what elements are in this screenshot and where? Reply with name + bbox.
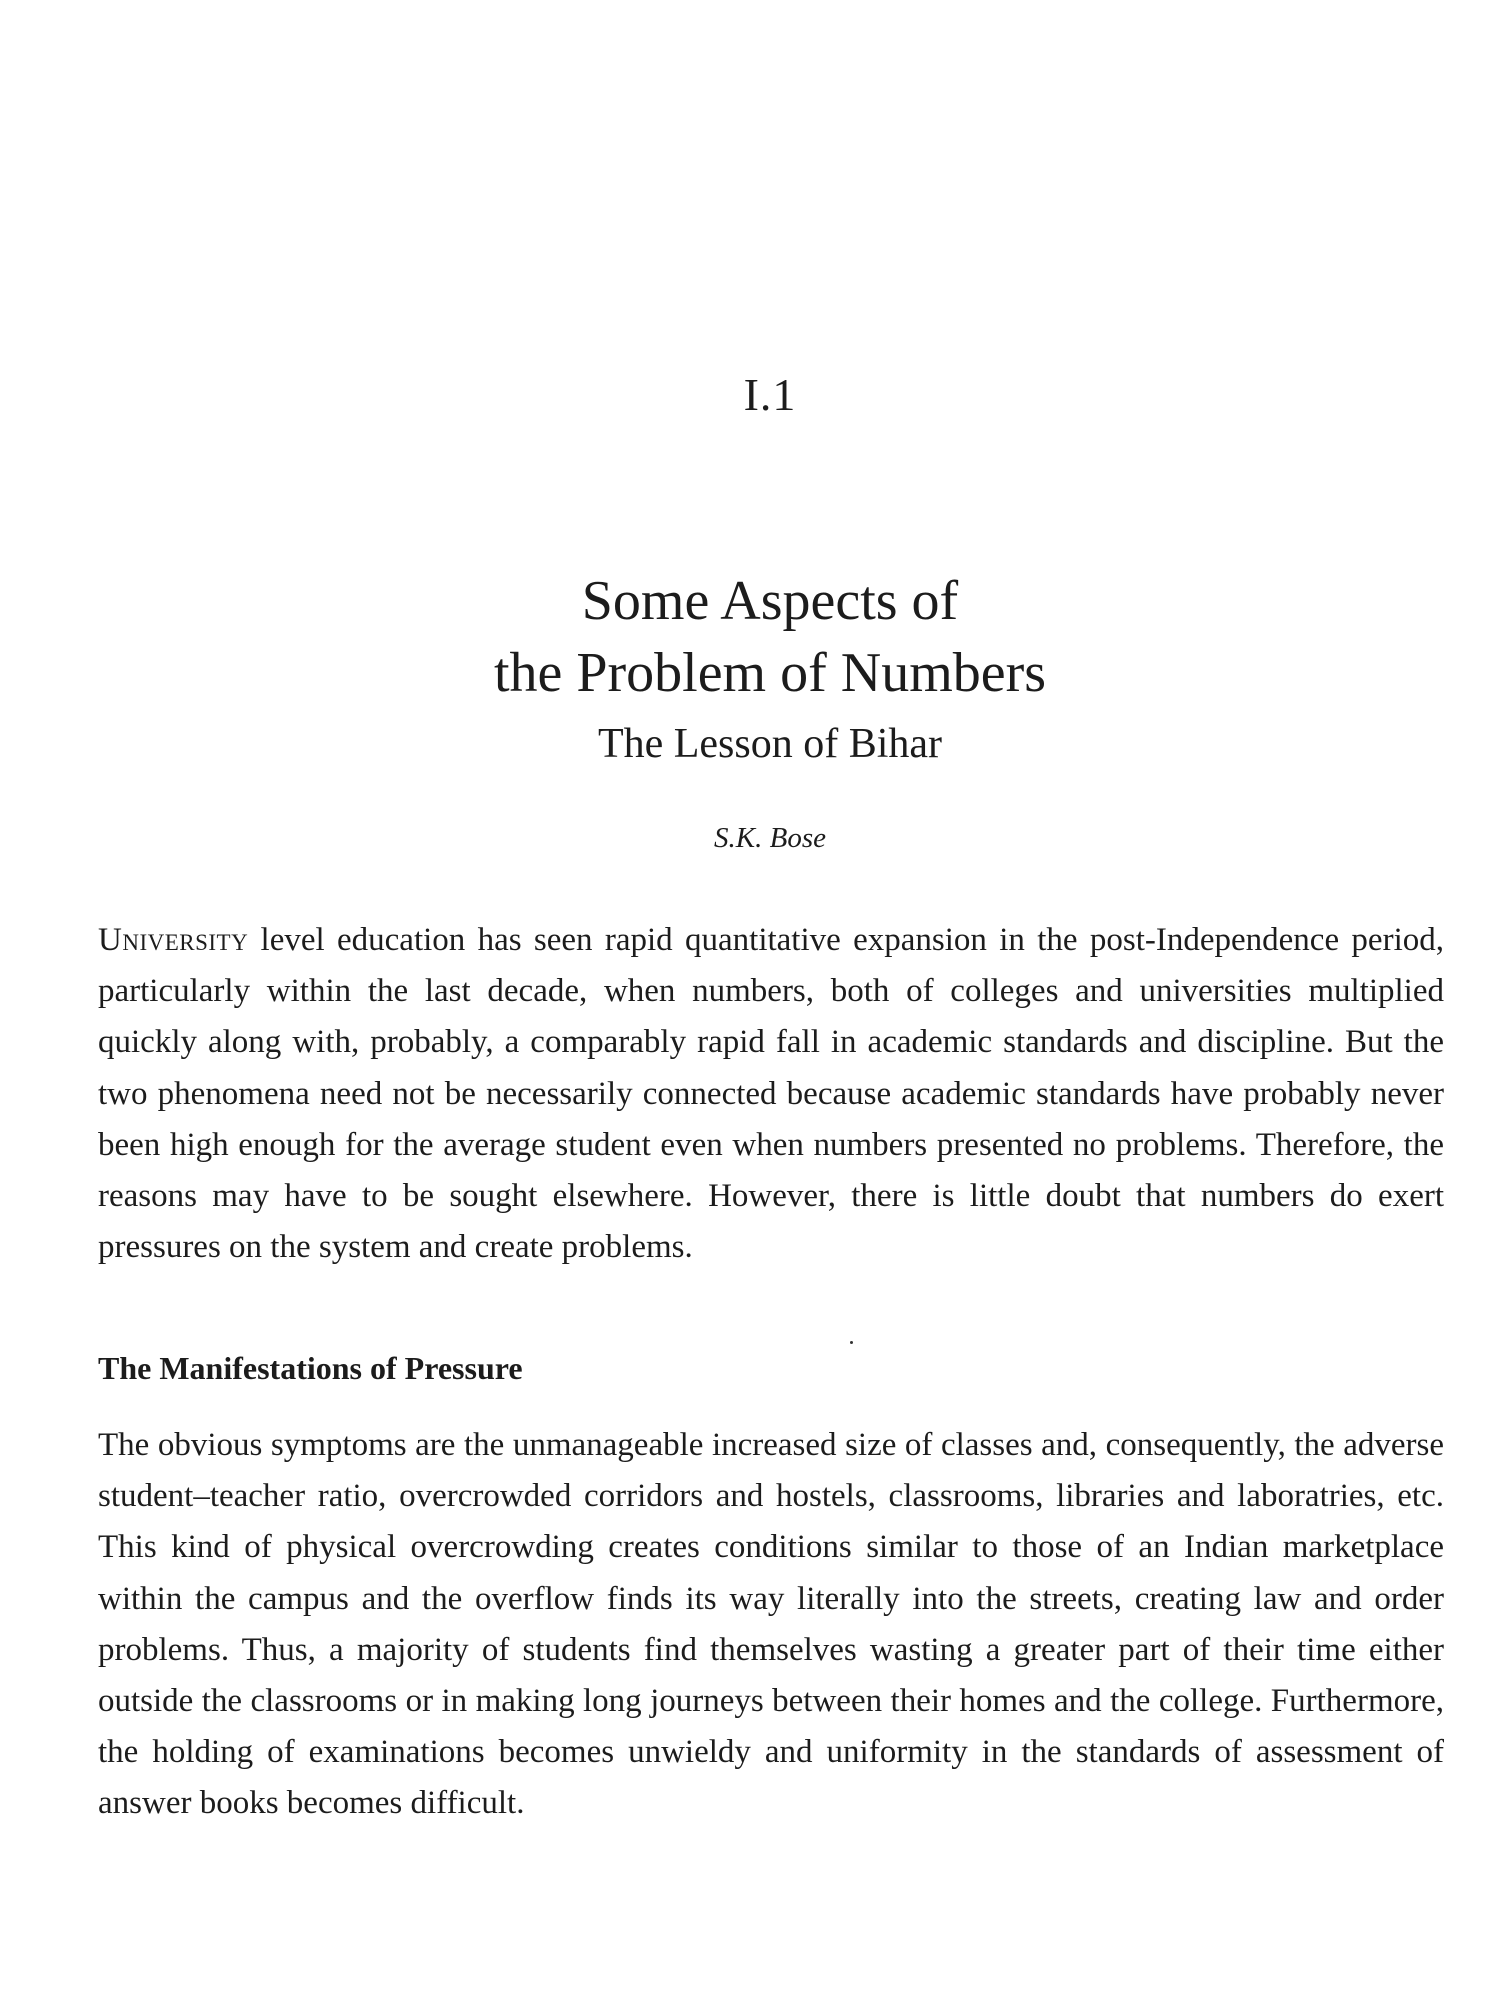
- intro-paragraph-text: level education has seen rapid quantitative expansion in the post-Independence period, particularly within the last decade, when numbers, both of colleges and universities multiplied quickly along with, probably, a comparably rapid fall in academic standards and discipline. But the two phenomena need not be necessarily connected because academic standards have probably never been high enough for the average student even when numbers presented no problems. Therefore, the reasons may have to be sought elsewhere. However, there is little doubt that numbers do exert pressures on the system and create problems.: [98, 922, 1444, 1266]
- intro-paragraph: [98, 915, 1444, 1273]
- section-heading: The Manifestations of Pressure: [98, 1350, 523, 1386]
- subtitle: The Lesson of Bihar: [597, 721, 943, 767]
- title-block: [0, 565, 1500, 775]
- title-line-2: the Problem of Numbers: [493, 642, 1047, 704]
- intro-lead-word: University: [98, 922, 249, 958]
- chapter-number: I.1: [743, 369, 797, 420]
- stray-dot-mark: [850, 1341, 853, 1344]
- author-name: S.K. Bose: [714, 822, 826, 854]
- title-line-1: Some Aspects of: [581, 570, 959, 632]
- section-paragraph: The obvious symptoms are the unmanageable increased size of classes and, consequently, the adverse student–teacher ratio, overcrowded corridors and hostels, classrooms, libraries and laboratries, etc. This kind of physical overcrowding creates conditions similar to those of an Indian marketplace within the campus and the overflow finds its way literally into the streets, creating law and order problems. Thus, a majority of students find themselves wasting a greater part of their time either outside the classrooms or in making long journeys between their homes and the college. Furthermore, the holding of examinations becomes unwieldy and uniformity in the standards of assessment of answer books becomes difficult.: [98, 1427, 1444, 1822]
